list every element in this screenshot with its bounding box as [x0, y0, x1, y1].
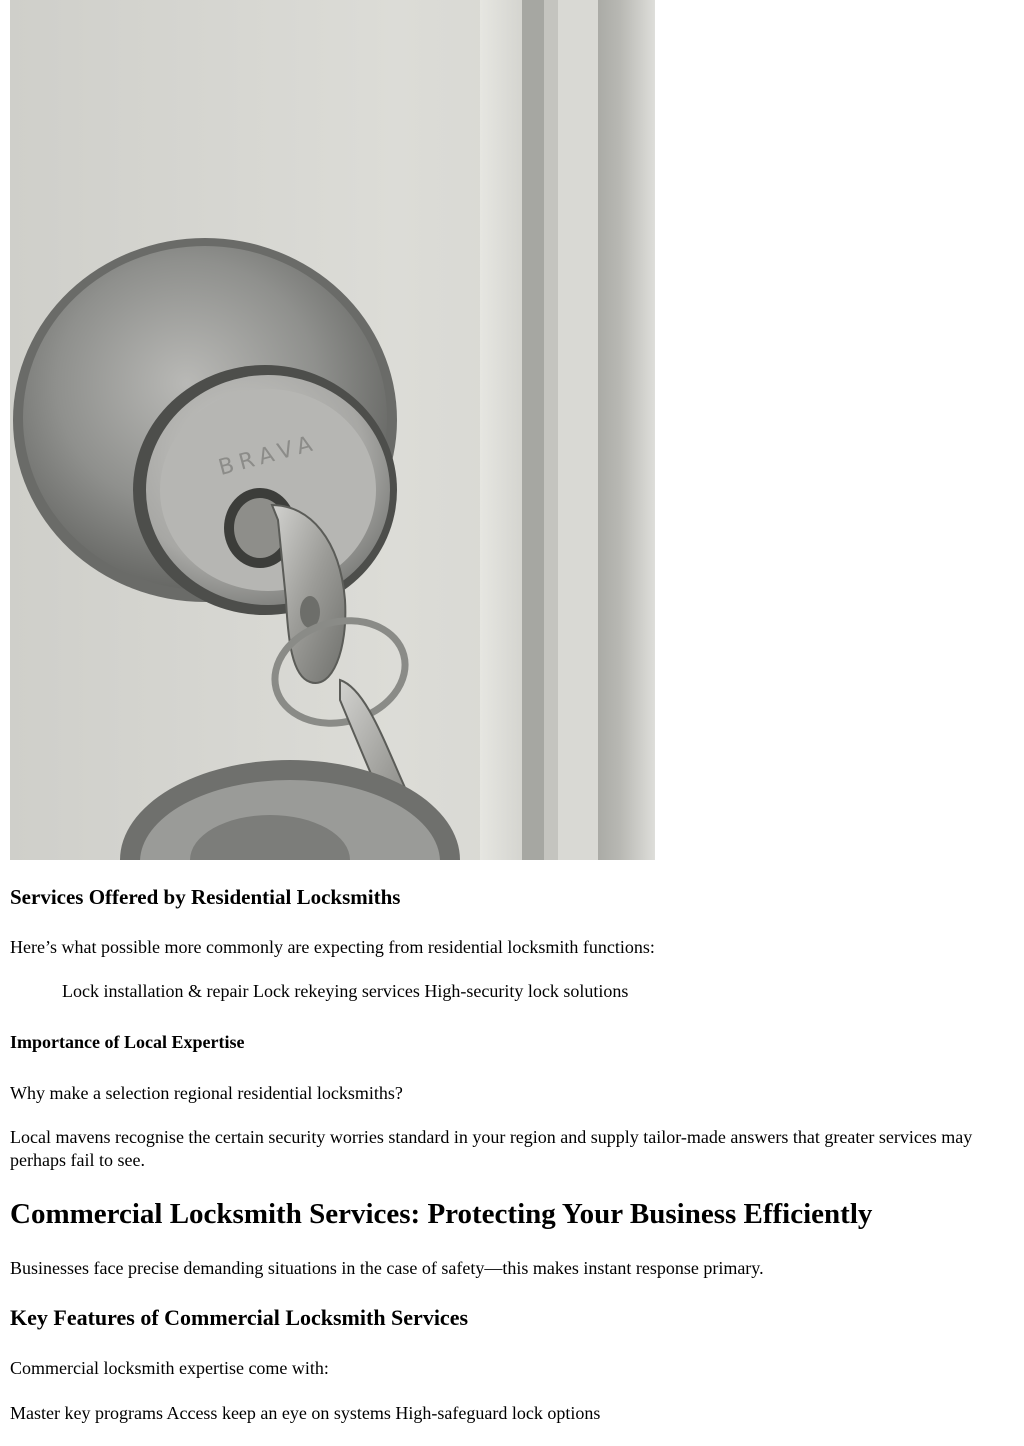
features-list: Master key programs Access keep an eye on systems High-safeguard lock options — [10, 1403, 601, 1423]
residential-services-list: Lock installation & repair Lock rekeying services High-security lock solutions — [62, 981, 629, 1001]
local-answer-text: Local mavens recognise the certain security worries standard in your region and supply tailor-made answers that greater services may perhaps fail to see. — [10, 1127, 973, 1170]
commercial-intro-text: Businesses face precise demanding situations in the case of safety—this makes instant response primary. — [10, 1258, 764, 1278]
commercial-services-heading: Commercial Locksmith Services: Protecting Your Business Efficiently — [10, 1198, 873, 1230]
local-expertise-heading: Importance of Local Expertise — [10, 1032, 245, 1052]
residential-intro-text: Here’s what possible more commonly are expecting from residential locksmith functions: — [10, 937, 655, 957]
local-question-text: Why make a selection regional residential locksmiths? — [10, 1083, 403, 1103]
residential-services-heading: Services Offered by Residential Locksmiths — [10, 885, 401, 909]
deadbolt-key-photo — [10, 0, 655, 860]
key-features-heading: Key Features of Commercial Locksmith Services — [10, 1305, 469, 1330]
features-intro-text: Commercial locksmith expertise come with: — [10, 1358, 329, 1378]
brand-engraving-text: BRAVA — [215, 430, 321, 481]
